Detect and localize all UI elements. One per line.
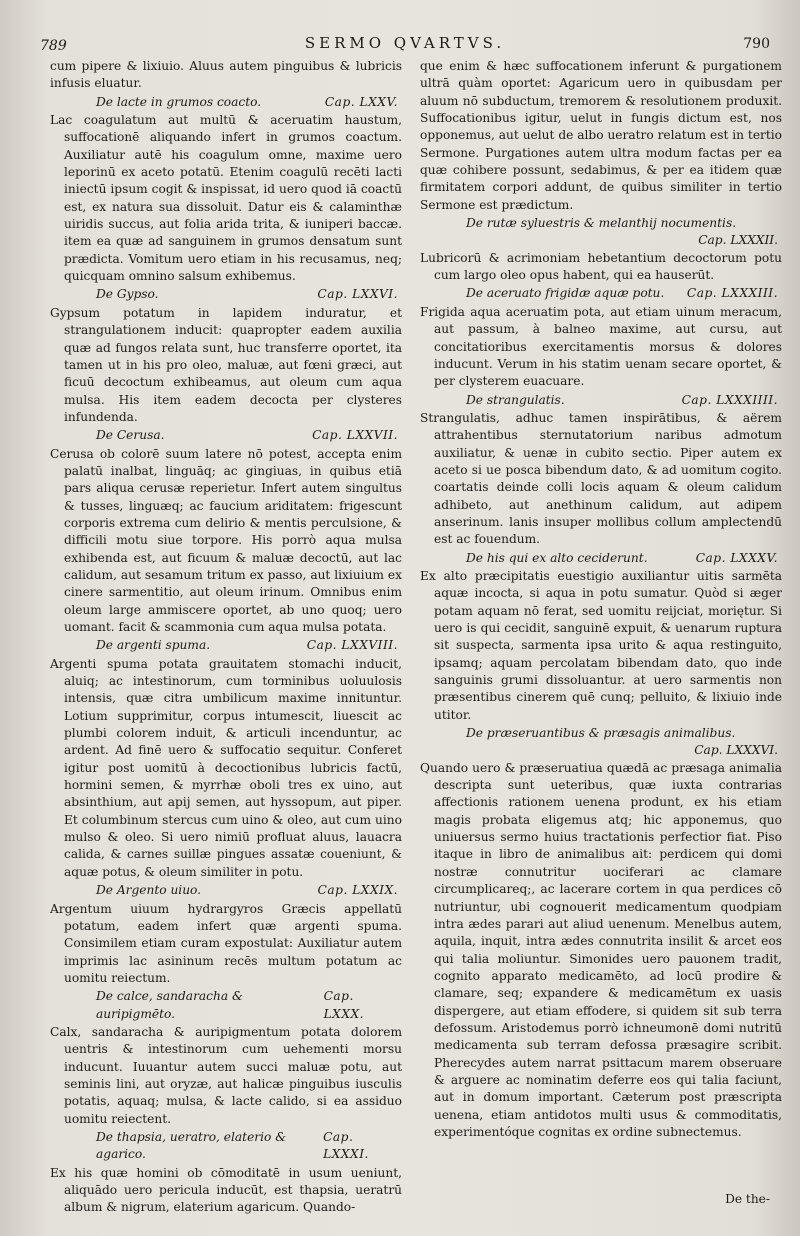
paragraph: Ex his quæ homini ob cōmoditatē in usum ueniunt, aliquādo uero pericula inducūt, est thapsia, ueratrū album & nigrum, elaterium agaricum. Quando- bbox=[50, 1165, 402, 1215]
paragraph: Strangulatis, adhuc tamen inspirātibus, & aërem attrahentibus sternutatorium naribus admotum auxiliatur, & uenæ in cubito sectio. Piper autem ex aceto si ue posca bibendum dato, & ad uomitum cogito. coartatis deinde colli locis aquam & oleum calidum adhibeto, aut anethinum calidum, aut adipem anserinum. lanis insuper mollibus collum amplectendū est ac fouendum. bbox=[420, 410, 782, 547]
chapter-number: Cap. LXXX. bbox=[323, 989, 365, 1021]
chapter-title: De lacte in grumos coacto. bbox=[96, 94, 262, 109]
chapter-heading bbox=[420, 392, 782, 409]
paragraph: Gypsum potatum in lapidem induratur, et strangulationem inducit: quapropter eadem auxilia quæ ad fungos relata sunt, huc transferre oportet, ita tamen ut in his pro oleo, maluæ, aut fœni græci, aut ficuū decoctum exhibeamus, aut oleum cum aqua mulsa. His item eadem decocta per clysteres infundenda. bbox=[50, 305, 402, 424]
chapter-number bbox=[420, 232, 782, 249]
chapter-number-text: Cap. LXXXII. bbox=[698, 233, 778, 248]
chapter-number bbox=[420, 742, 782, 759]
chapter-number: Cap. LXXXV. bbox=[695, 550, 778, 565]
left-column bbox=[50, 58, 402, 1218]
chapter-title: De aceruato frigidæ aquæ potu. bbox=[466, 286, 665, 301]
chapter-title: De Argento uiuo. bbox=[96, 883, 202, 898]
chapter-number: Cap. LXXV. bbox=[324, 94, 398, 109]
chapter-number: Cap. LXXVIII. bbox=[306, 638, 398, 653]
chapter-title: De Cerusa. bbox=[96, 428, 165, 443]
chapter-heading bbox=[420, 550, 782, 567]
paragraph: cum pipere & lixiuio. Aluus autem pinguibus & lubricis infusis eluatur. bbox=[50, 59, 402, 91]
chapter-number: Cap. LXXXI. bbox=[323, 1129, 369, 1162]
chapter-number: Cap. LXXVI. bbox=[317, 287, 398, 302]
paragraph: Ex alto præcipitatis euestigio auxiliantur uitis sarmēta aquæ incocta, si aqua in potu sumatur. Quòd si æger potam aquam nō ferat, sed uomitu reijciat, moriętur. Si uero is qui cecidit, sanguinē expuit, & uenarum ruptura sit suspecta, sarmenta ipsa urito & aqua restinguito, ipsamq; aquam percolatam bibendam dato, quo inde sanguinis grumi dissoluantur. at uero sarmentis non præsentibus cinerem quē cunq; pelluito, & lixiuio inde utitor. bbox=[420, 568, 782, 722]
page-number-right: 790 bbox=[743, 36, 770, 52]
catchword: De the- bbox=[725, 1192, 770, 1206]
running-title: SERMO QVARTVS. bbox=[304, 34, 506, 52]
chapter-title: De his qui ex alto ceciderunt. bbox=[466, 550, 648, 565]
chapter-number: Cap. LXXIX. bbox=[317, 883, 398, 898]
chapter-title: De argenti spuma. bbox=[96, 638, 211, 653]
chapter-number: Cap. LXXXIIII. bbox=[681, 392, 778, 407]
chapter-heading bbox=[50, 637, 402, 654]
chapter-number: Cap. LXXXIII. bbox=[686, 286, 778, 301]
chapter-title: De thapsia, ueratro, elaterio & agarico. bbox=[96, 1129, 287, 1162]
chapter-number: Cap. LXXVII. bbox=[312, 428, 398, 443]
paragraph: Argentum uiuum hydrargyros Græcis appellatū potatum, eadem infert quæ argenti spuma. Consimilem etiam curam expostulat: Auxiliatur autem imprimis lac asininum recēs multum potatum ac uomitu reiectum. bbox=[50, 901, 402, 985]
right-column bbox=[420, 58, 782, 1142]
running-header bbox=[40, 34, 770, 56]
paragraph: Lubricorū & acrimoniam hebetantium decoctorum potu cum largo oleo opus habent, qui ea hauserūt. bbox=[420, 250, 782, 283]
chapter-title: De calce, sandaracha & auripigmēto. bbox=[96, 989, 243, 1021]
chapter-title: De Gypso. bbox=[96, 287, 159, 302]
chapter-heading bbox=[420, 285, 782, 302]
chapter-heading bbox=[50, 286, 402, 303]
paragraph: que enim & hæc suffocationem inferunt & purgationem ultrā quàm oportet: Agaricum uero in quibusdam per aluum nō subductum, tremorem & resolutionem produxit. Suffocationibus igitur, uelut in fungis dictum est, nos opponemus, aut uelut de albo ueratro relatum est in tertio Sermone. Purgationes autem ultra modum factas per ea quæ cohibere possunt, sedabimus, & per ea itidem quæ firmitatem corpori addunt, de quibus similiter in tertio Sermone est prædictum. bbox=[420, 59, 782, 212]
paragraph: Quando uero & præseruatiua quædā ac præsaga animalia descripta sunt ueteribus, quæ iuxta contrarias affectionis rationem uenena produnt, ex his etiam magis probata eligemus atq; hic apponemus, quo uniuersus sermo huius tractationis perfectior fiat. Piso itaque in libro de animalibus ait: perdicem qui domi nostræ connutritur uociferari ac clamare circumplicareq;, ac lacerare cortem in qua perdices cō nutriuntur, ubi cognouerit medicamentum quodpiam intra ædes parari aut aliud uenenum. Menelbus autem, aquila, inquit, intra ædes connutrita insilit & arcet eos qui talia moliuntur. Simonides uero pauonem tradit, cognito apparato medicamēto, ad locū prodire & clamare, seq; expandere & medicamētum ex uasis dispergere, aut etiam effodere, si quidem sit sub terra defossum. Aristodemus porrò ichneumonē domi nutritū medicamenta sub terram defossa præsagire scribit. Pherecydes autem narrat psittacum marem obseruare & arguere ac nominatim deferre eos qui talia faciunt, aut in domum important. Cæterum post præscripta uenena, etiam antidotos multi usus & commoditatis, experimentóque cognitas ex ordine subnectemus. bbox=[420, 760, 782, 1139]
page-number-left: 789 bbox=[40, 38, 67, 54]
chapter-title: De præseruantibus & præsagis animalibus. bbox=[466, 726, 736, 741]
chapter-title: De rutæ syluestris & melanthij nocumentis. bbox=[466, 216, 737, 231]
chapter-heading bbox=[50, 988, 402, 1023]
chapter-heading bbox=[50, 427, 402, 444]
chapter-title: De strangulatis. bbox=[466, 392, 565, 407]
chapter-number-text: Cap. LXXXVI. bbox=[694, 743, 778, 758]
paragraph: Argenti spuma potata grauitatem stomachi inducit, aluiq; ac intestinorum, cum torminibus uoluulosis intensis, quæ citra umbilicum maxime innituntur. Lotium supprimitur, corpus intumescit, liuescit ac plumbi colorem induit, & articuli incenduntur, ac ardent. Ad finē uero & suffocatio sequitur. Conferet igitur post uomitū à decoctionibus lubricis factū, hormini semen, & myrrhæ oboli tres ex uino, aut absinthium, aut apij semen, aut hyssopum, aut piper. Et columbinum stercus cum uino & oleo, aut cum uino mulso & oleo. Si uero nimiū profluat aluus, lauacra calida, & carnes suillæ pingues assatæ coueniunt, & aquæ potus, & oleum similiter in potu. bbox=[50, 656, 402, 879]
chapter-heading bbox=[50, 94, 402, 111]
paragraph: Calx, sandaracha & auripigmentum potata dolorem uentris & intestinorum cum uehementi morsu inducunt. Iuuantur autem succi maluæ potu, aut seminis lini, aut oryzæ, aut halicæ pinguibus iusculis potatis, aquaq; mulsa, & lacte calido, si ea assiduo uomitu reiectent. bbox=[50, 1024, 402, 1126]
paragraph: Frigida aqua aceruatim pota, aut etiam uinum meracum, aut passum, à balneo maxime, aut cursu, aut concitatioribus exercitamentis morsus & dolores inducunt. Verum in his statim uenam secare oportet, & per clysterem euacuare. bbox=[420, 304, 782, 389]
chapter-heading bbox=[50, 1129, 402, 1164]
paragraph: Cerusa ob colorē suum latere nō potest, accepta enim palatū inalbat, linguāq; ac gingiuas, in quibus etiā pars aliqua cerusæ reperietur. Infert autem singultus & tusses, linguæq; ac faucium ariditatem: frigescunt corporis extrema cum delirio & mentis perculsione, & difficili motu siue torpore. His porrò aqua mulsa exhibenda est, aut ficuum & maluæ decoctū, aut lac calidum, aut sesamum tritum ex passo, aut lixiuium ex cinere sarmentitio, aut oleum irinum. Omnibus enim oleum large ammiscere oportet, ab uno quoq; uero uomant. facit & scammonia cum aqua mulsa potata. bbox=[50, 446, 402, 634]
paragraph: Lac coagulatum aut multū & aceruatim haustum, suffocationē aliquando infert in grumos coactum. Auxiliatur autē his coagulum omne, maxime uero leporinū ex aceto potatū. Etenim coagulū recēti lacti iniectū ipsum cogit & inspissat, id uero quod iā coactū est, ex natura sua dissoluit. Datur eis & calaminthæ uiridis succus, aut folia arida trita, & iuniperi baccæ. item ea quæ ad sanguinem in grumos densatum sunt prædicta. Vomitum uero etiam in his recusamus, neq; quicquam omnino salsum exhibemus. bbox=[50, 113, 402, 284]
chapter-heading bbox=[50, 882, 402, 899]
